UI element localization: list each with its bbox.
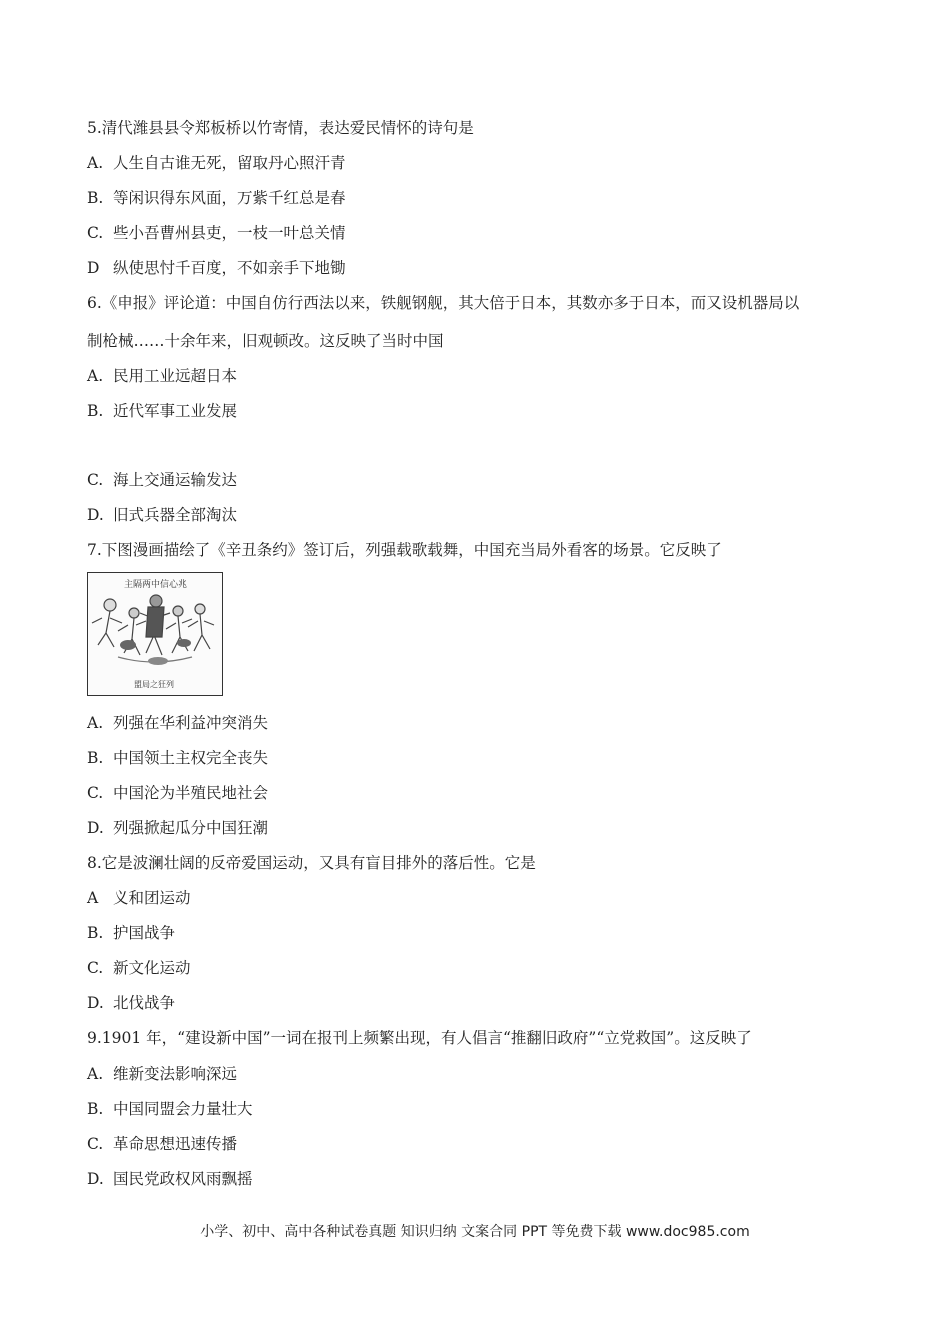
- option-label: B.: [87, 924, 104, 942]
- question-6-option-c: [87, 470, 237, 490]
- option-text: 中国领土主权完全丧失: [113, 749, 269, 767]
- option-text: 新文化运动: [113, 959, 191, 977]
- option-label: C.: [87, 784, 104, 802]
- question-9-option-a: [87, 1064, 237, 1084]
- option-label: D.: [87, 819, 104, 837]
- question-8-option-d: [87, 993, 175, 1013]
- question-5-option-b: [87, 188, 346, 208]
- question-7-option-c: [87, 783, 268, 803]
- question-7-option-b: [87, 748, 268, 768]
- cartoon-top-caption: 主隔两中信心兆: [124, 580, 188, 590]
- option-text: 海上交通运输发达: [113, 471, 238, 489]
- option-text: 人生自古谁无死，留取丹心照汗青: [113, 154, 346, 172]
- option-text: 纵使思忖千百度，不如亲手下地锄: [113, 259, 346, 277]
- option-text: 近代军事工业发展: [113, 402, 238, 420]
- question-6-option-b: [87, 401, 237, 421]
- option-text: 维新变法影响深远: [113, 1065, 238, 1083]
- option-text: 等闲识得东风面，万紫千红总是春: [113, 189, 346, 207]
- option-label: A.: [87, 367, 104, 385]
- option-label: A.: [87, 1065, 104, 1083]
- question-7-option-a: [87, 713, 268, 733]
- option-label: A.: [87, 154, 104, 172]
- option-text: 国民党政权风雨飘摇: [113, 1170, 253, 1188]
- option-label: C.: [87, 471, 104, 489]
- question-9-option-c: [87, 1134, 237, 1154]
- option-text: 民用工业远超日本: [113, 367, 238, 385]
- question-5-option-a: [87, 153, 346, 173]
- question-9-option-b: [87, 1099, 253, 1119]
- option-label: A: [87, 889, 99, 907]
- option-text: 护国战争: [113, 924, 176, 942]
- option-text: 旧式兵器全部淘汰: [113, 506, 238, 524]
- question-5-option-d: [87, 258, 346, 278]
- question-6-option-d: [87, 505, 237, 525]
- question-6-option-a: [87, 366, 237, 386]
- option-label: B.: [87, 749, 104, 767]
- option-text: 革命思想迅速传播: [113, 1135, 238, 1153]
- question-8-option-c: [87, 958, 191, 978]
- option-label: C.: [87, 959, 104, 977]
- option-label: D.: [87, 994, 104, 1012]
- question-9-stem: 9.1901 年，“建设新中国”一词在报刊上频繁出现，有人倡言“推翻旧政府”“立党救国”。这反映了: [87, 1029, 752, 1047]
- question-8-option-a: [87, 888, 191, 908]
- question-5-stem: 5.清代潍县县令郑板桥以竹寄情，表达爱民情怀的诗句是: [87, 119, 474, 137]
- cartoon-bottom-caption: 盟局之狂列: [134, 680, 174, 689]
- option-text: 列强掀起瓜分中国狂潮: [113, 819, 269, 837]
- option-text: 些小吾曹州县吏，一枝一叶总关情: [113, 224, 346, 242]
- option-text: 义和团运动: [113, 889, 191, 907]
- option-text: 中国同盟会力量壮大: [113, 1100, 253, 1118]
- option-label: D.: [87, 1170, 104, 1188]
- question-8-option-b: [87, 923, 175, 943]
- page-footer: 小学、初中、高中各种试卷真题 知识归纳 文案合同 PPT 等免费下载 www.doc985.com: [200, 1224, 750, 1240]
- option-label: A.: [87, 714, 104, 732]
- option-label: C.: [87, 1135, 104, 1153]
- option-label: B.: [87, 189, 104, 207]
- option-label: B.: [87, 402, 104, 420]
- option-label: C.: [87, 224, 104, 242]
- cartoon-image: [87, 572, 223, 696]
- option-text: 列强在华利益冲突消失: [113, 714, 269, 732]
- question-5-option-c: [87, 223, 346, 243]
- option-label: D: [87, 259, 100, 277]
- question-6-stem-line2: 制枪械……十余年来，旧观顿改。这反映了当时中国: [87, 332, 444, 350]
- question-6-stem-line1: 6.《申报》评论道：中国自仿行西法以来，铁舰钢舰，其大倍于日本，其数亦多于日本，而又设机器局以: [87, 294, 800, 312]
- cartoon-drawing: [88, 573, 221, 694]
- option-text: 北伐战争: [113, 994, 176, 1012]
- question-7-option-d: [87, 818, 268, 838]
- option-label: B.: [87, 1100, 104, 1118]
- question-9-option-d: [87, 1169, 253, 1189]
- option-text: 中国沦为半殖民地社会: [113, 784, 269, 802]
- question-8-stem: 8.它是波澜壮阔的反帝爱国运动，又具有盲目排外的落后性。它是: [87, 854, 536, 872]
- option-label: D.: [87, 506, 104, 524]
- question-7-stem: 7.下图漫画描绘了《辛丑条约》签订后，列强载歌载舞，中国充当局外看客的场景。它反映了: [87, 541, 722, 559]
